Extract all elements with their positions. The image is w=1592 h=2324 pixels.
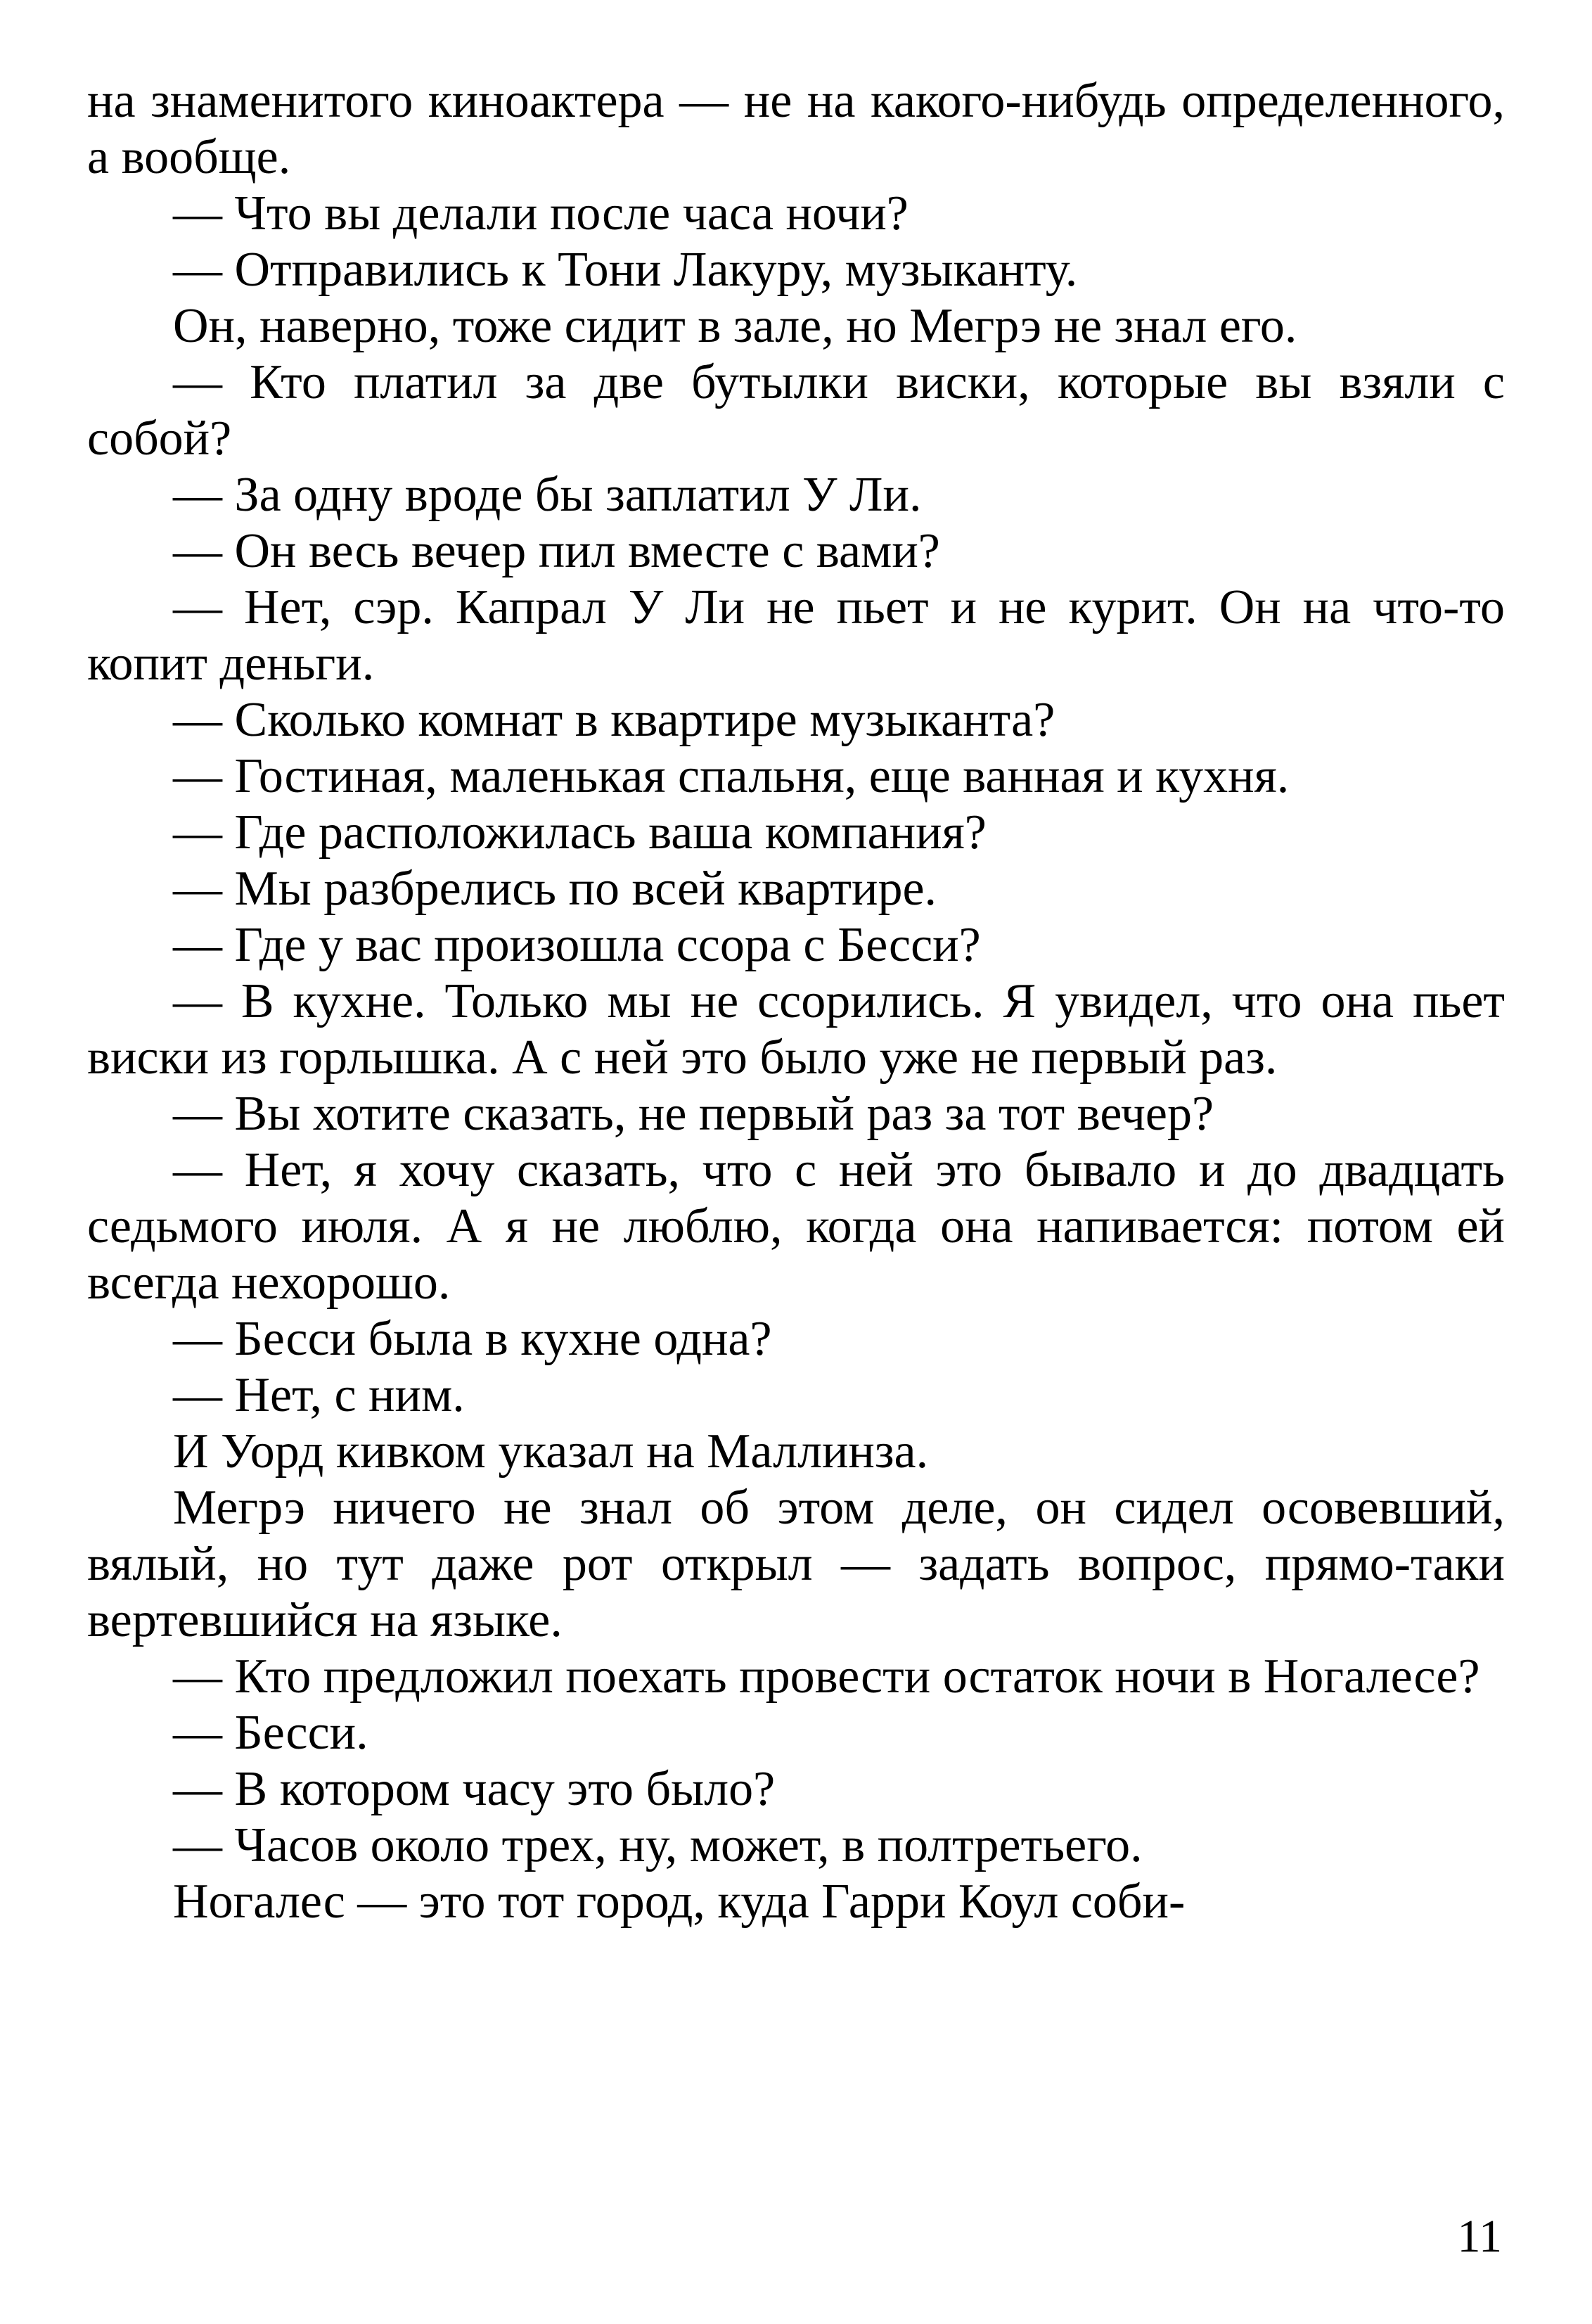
- paragraph: — Мы разбрелись по всей квартире.: [173, 862, 937, 916]
- paragraph: — Где у вас произошла ссора с Бесси?: [173, 918, 981, 972]
- paragraph: — Кто предложил поехать провести остаток ночи в Ногалесе?: [173, 1649, 1480, 1704]
- paragraph: — Гостиная, маленькая спальня, еще ванная и кухня.: [173, 749, 1290, 803]
- paragraph: — В кухне. Только мы не ссорились. Я увидел, что она пьет виски из горлышка. А с ней это было уже не первый раз.: [87, 974, 1505, 1085]
- paragraph: — Нет, я хочу сказать, что с ней это бывало и до двадцать седьмого июля. А я не люблю, когда она напивается: потом ей всегда нехорошо.: [87, 1143, 1505, 1310]
- paragraph: — Что вы делали после часа ночи?: [173, 186, 909, 241]
- paragraph: И Уорд кивком указал на Маллинза.: [173, 1424, 929, 1479]
- paragraph: — Сколько комнат в квартире музыканта?: [173, 693, 1055, 747]
- paragraph: Он, наверно, тоже сидит в зале, но Мегрэ не знал его.: [173, 299, 1297, 353]
- paragraph: — Кто платил за две бутылки виски, которые вы взяли с собой?: [87, 355, 1505, 466]
- paragraph: — Нет, сэр. Капрал У Ли не пьет и не курит. Он на что-то копит деньги.: [87, 580, 1505, 691]
- paragraph: — Отправились к Тони Лакуру, музыканту.: [173, 243, 1078, 297]
- paragraph: — Бесси была в кухне одна?: [173, 1312, 772, 1366]
- paragraph: Ногалес — это тот город, куда Гарри Коул соби-: [173, 1875, 1186, 1929]
- paragraph: — Где расположилась ваша компания?: [173, 805, 987, 860]
- paragraph: — Вы хотите сказать, не первый раз за тот вечер?: [173, 1087, 1214, 1141]
- paragraph: — За одну вроде бы заплатил У Ли.: [173, 468, 922, 522]
- paragraph: Мегрэ ничего не знал об этом деле, он сидел осовевший, вялый, но тут даже рот открыл — задать вопрос, прямо-таки вертевшийся на языке.: [87, 1481, 1505, 1647]
- page-number: 11: [1457, 2211, 1502, 2262]
- paragraph: — В котором часу это было?: [173, 1762, 776, 1816]
- paragraph: на знаменитого киноактера — не на какого-нибудь определенного, а вообще.: [87, 74, 1505, 184]
- body-text: [87, 73, 1505, 1930]
- paragraph: — Бесси.: [173, 1706, 368, 1760]
- paragraph: — Часов около трех, ну, может, в полтретьего.: [173, 1818, 1143, 1872]
- paragraph: — Нет, с ним.: [173, 1368, 465, 1422]
- paragraph: — Он весь вечер пил вместе с вами?: [173, 524, 940, 578]
